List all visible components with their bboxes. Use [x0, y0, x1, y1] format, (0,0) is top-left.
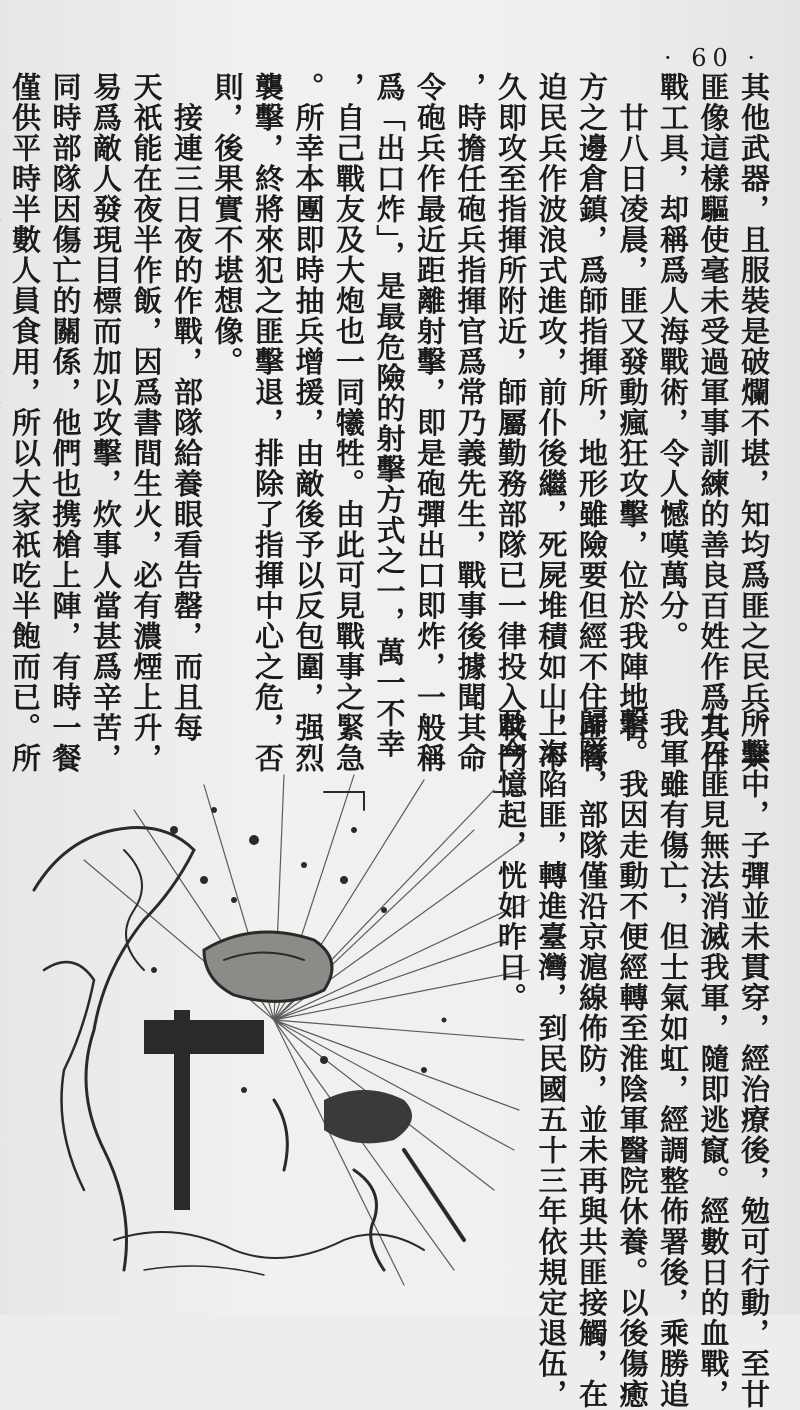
text-line — [0, 72, 2, 774]
battle-sketch-illustration — [24, 770, 534, 1290]
text-line: 易爲敵人發現目標而加以攻擊，炊事人當甚爲辛苦， — [89, 72, 123, 774]
text-line: 戰工具，却稱爲人海戰術，令人憾嘆萬分。 — [656, 72, 690, 652]
page-number: · 60 · — [664, 44, 762, 72]
text-column-top — [0, 72, 774, 774]
text-line: 迫民兵作波浪式進攻，前仆後繼，死屍堆積如山，不 — [534, 72, 569, 774]
text-line: 方之邊倉鎮，爲師指揮所，地形雖險要但經不住匪脅 — [575, 72, 609, 774]
text-line: 天祇能在夜半作飯，因爲書間生火，必有濃煙上升， — [129, 72, 164, 774]
text-line: 爲「出口炸」，是最危險的射擊方式之一，萬一不幸 — [372, 72, 407, 759]
text-line: 令砲兵作最近距離射擊，即是砲彈出口即炸，一般稱 — [413, 72, 447, 774]
text-line: 歸隊，部隊僅沿京滬線佈防，並未再與共匪接觸，在 — [575, 708, 609, 1410]
text-line: 九日匪見無法消滅我軍，隨即逃竄。經數日的血戰， — [696, 708, 731, 1410]
text-line: 其他武器，且服裝是破爛不堪，知均爲匪之民兵。共 — [737, 72, 771, 774]
text-line: 則，後果實不堪想像。 — [210, 72, 245, 377]
text-line: 僅供平時半數人員食用，所以大家祇吃半飽而已。所 — [8, 72, 42, 774]
text-line: 我軍雖有傷亡，但士氣如虹，經調整佈署後，乘勝追 — [656, 708, 690, 1410]
text-line: 擊。我因走動不便經轉至淮陰軍醫院休養。以後傷癒 — [615, 708, 650, 1410]
text-line: 久即攻至指揮所附近，師屬勤務部隊已一律投入戰鬥 — [494, 72, 528, 774]
text-line: 上海陷匪，轉進臺灣，到民國五十三年依規定退伍， — [534, 708, 569, 1410]
text-line: 同時部隊因傷亡的關係，他們也携槍上陣，有時一餐 — [48, 72, 83, 774]
text-line: 匪像這樣驅使毫未受過軍事訓練的善良百姓作爲其作 — [696, 72, 731, 774]
text-line: 接連三日夜的作戰，部隊給養眼看告罄，而且每 — [170, 72, 204, 743]
text-line: ，自己戰友及大炮也一同犧牲。由此可見戰事之緊急 — [332, 72, 366, 774]
text-line: 襲擊，終將來犯之匪擊退，排除了指揮中心之危，否 — [251, 72, 285, 774]
text-line: 廿八日凌晨，匪又發動瘋狂攻擊，位於我陣地右 — [615, 72, 650, 743]
text-line: 及今憶起，恍如昨日。 — [494, 708, 528, 1013]
text-line: 所擊中，子彈並未貫穿，經治療後，勉可行動，至廿 — [737, 708, 771, 1410]
text-line: 。所幸本團即時抽兵增援，由敵後予以反包圍，强烈 — [291, 72, 326, 774]
text-line: ，時擔任砲兵指揮官爲常乃義先生，戰事後據聞其命 — [453, 72, 488, 774]
